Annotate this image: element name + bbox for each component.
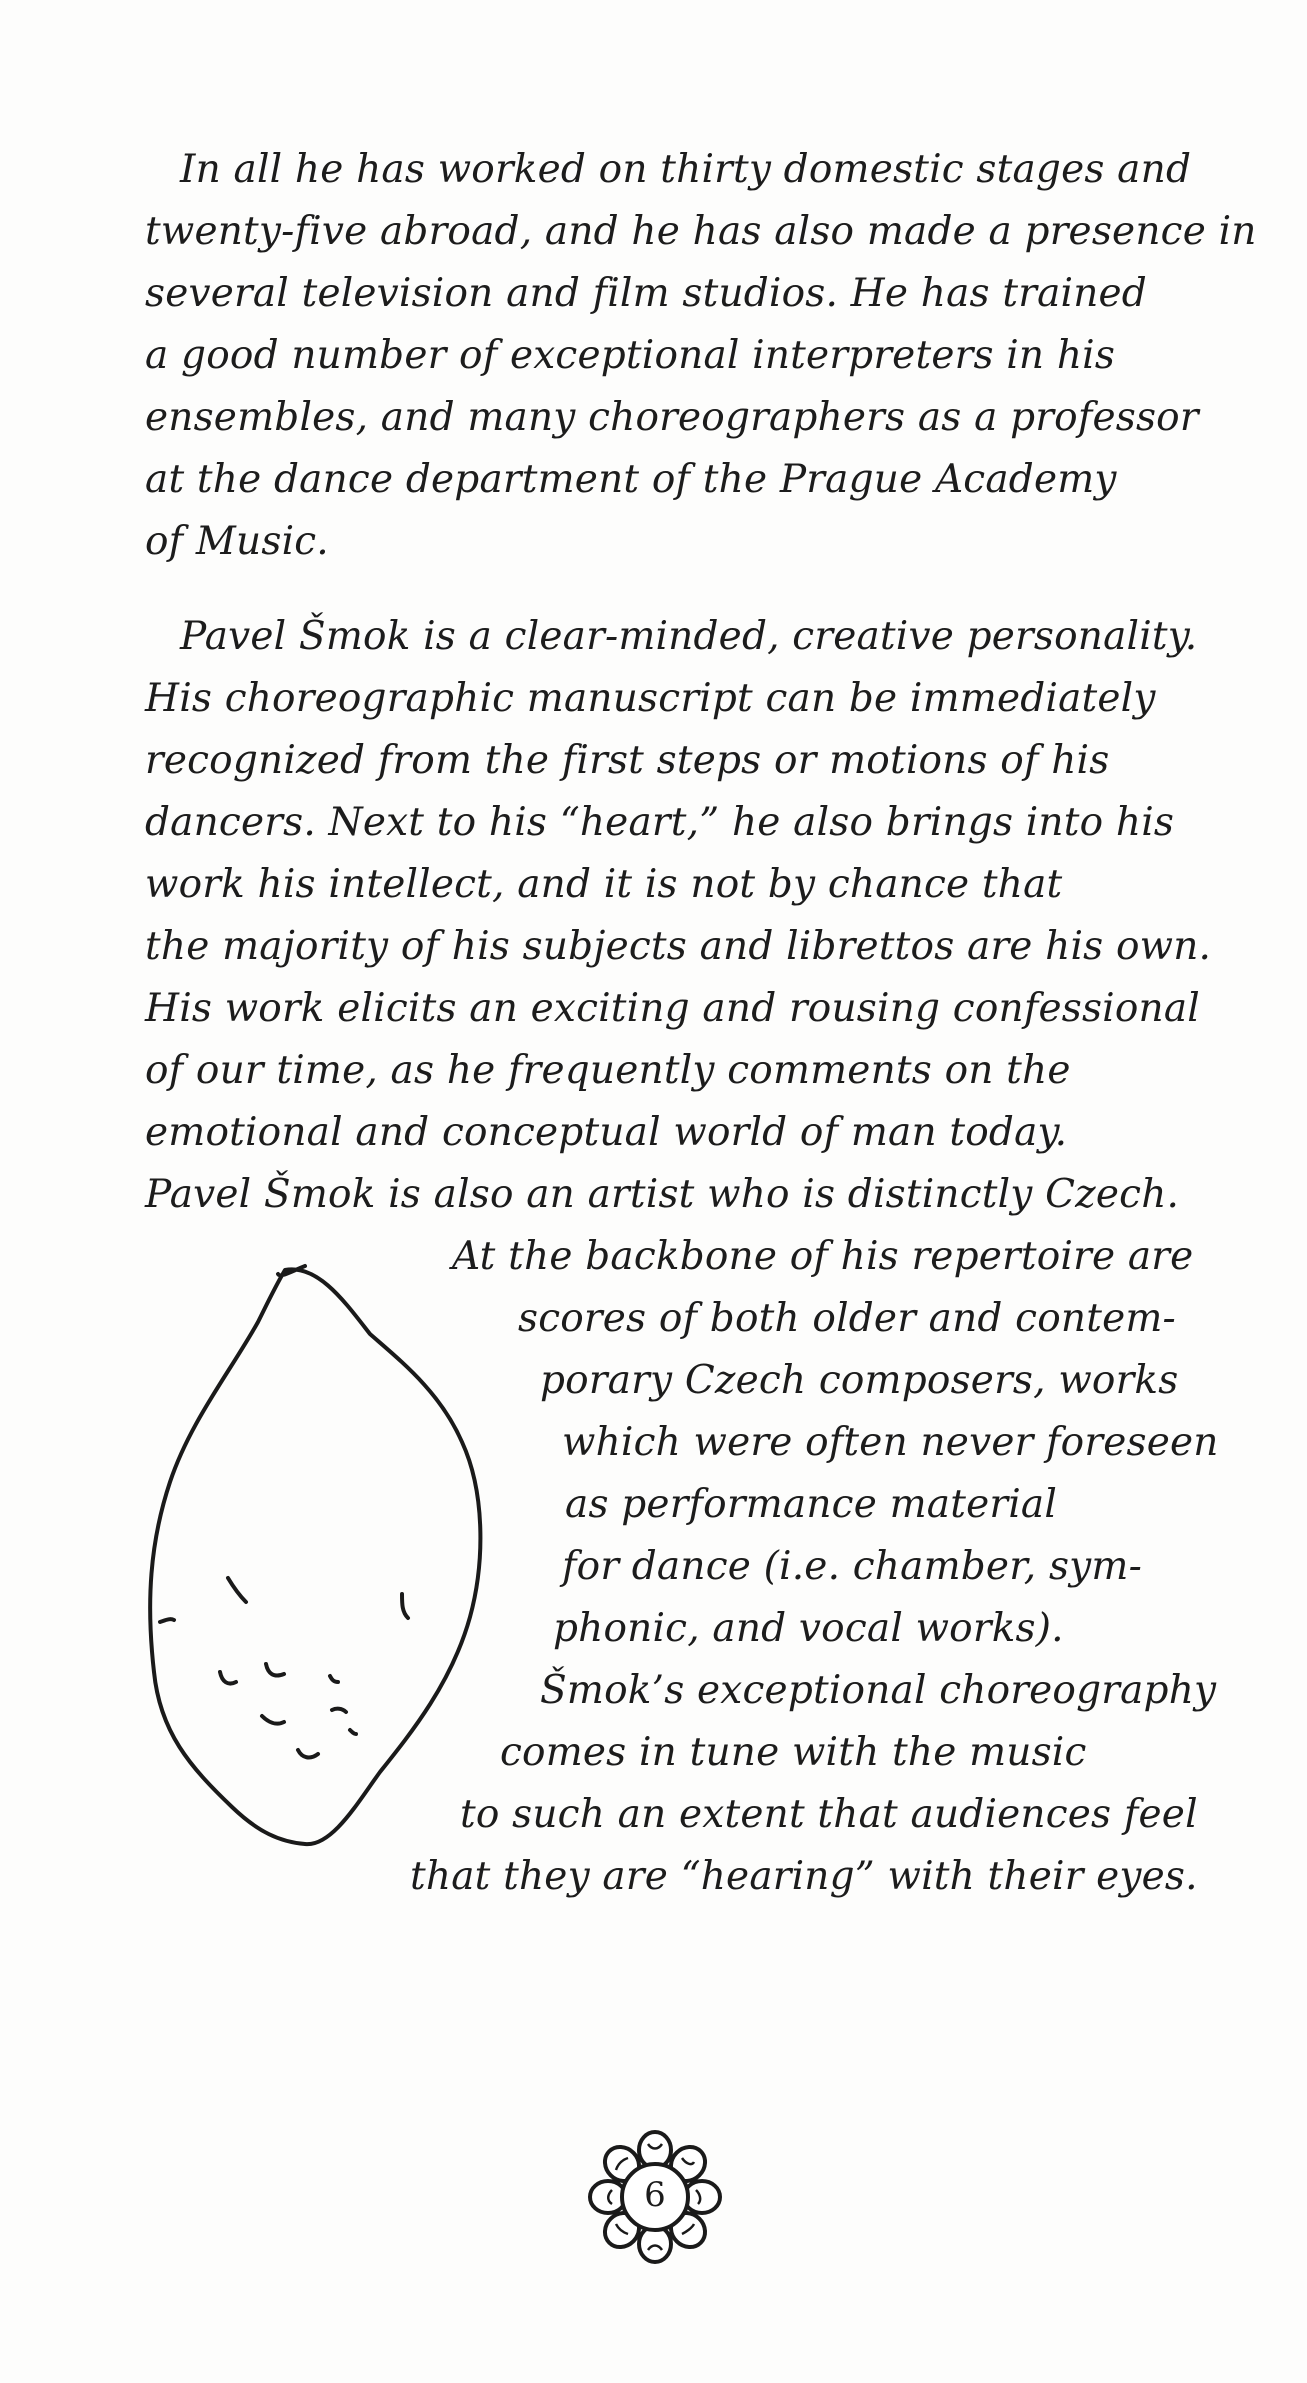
text-line: Pavel Šmok is a clear-minded, creative personality. — [180, 614, 1198, 659]
text-line: porary Czech composers, works — [540, 1358, 1179, 1403]
text-line: recognized from the first steps or motions of his — [145, 738, 1110, 783]
text-line: emotional and conceptual world of man today. — [145, 1110, 1068, 1155]
text-line: His work elicits an exciting and rousing confessional — [145, 986, 1200, 1031]
text-line: that they are “hearing” with their eyes. — [410, 1854, 1198, 1899]
text-line: of our time, as he frequently comments on the — [145, 1048, 1071, 1093]
text-line: Šmok’s exceptional choreography — [540, 1668, 1217, 1713]
page-number: 6 — [644, 2175, 666, 2215]
text-line: scores of both older and contem- — [518, 1296, 1176, 1341]
text-line: work his intellect, and it is not by chance that — [145, 862, 1063, 907]
text-line: for dance (i.e. chamber, sym- — [562, 1544, 1142, 1589]
text-line: In all he has worked on thirty domestic stages and — [180, 147, 1192, 192]
text-line: which were often never foreseen — [562, 1420, 1219, 1465]
text-line: of Music. — [145, 519, 329, 564]
text-line: His choreographic manuscript can be immediately — [145, 676, 1156, 721]
text-line: the majority of his subjects and librettos are his own. — [145, 924, 1212, 969]
lemon-drawing-icon — [140, 1262, 500, 1862]
text-line: phonic, and vocal works). — [553, 1606, 1064, 1651]
text-line: comes in tune with the music — [500, 1730, 1087, 1775]
text-line: as performance material — [565, 1482, 1058, 1527]
text-line: ensembles, and many choreographers as a professor — [145, 395, 1199, 440]
text-line: Pavel Šmok is also an artist who is distinctly Czech. — [145, 1172, 1180, 1217]
text-line: to such an extent that audiences feel — [460, 1792, 1198, 1837]
text-line: several television and film studios. He has trained — [145, 271, 1147, 316]
text-line: at the dance department of the Prague Academy — [145, 457, 1117, 502]
text-line: dancers. Next to his “heart,” he also brings into his — [145, 800, 1175, 845]
text-line: a good number of exceptional interpreters in his — [145, 333, 1116, 378]
text-line: At the backbone of his repertoire are — [452, 1234, 1194, 1279]
text-line: twenty-five abroad, and he has also made a presence in — [145, 209, 1257, 254]
